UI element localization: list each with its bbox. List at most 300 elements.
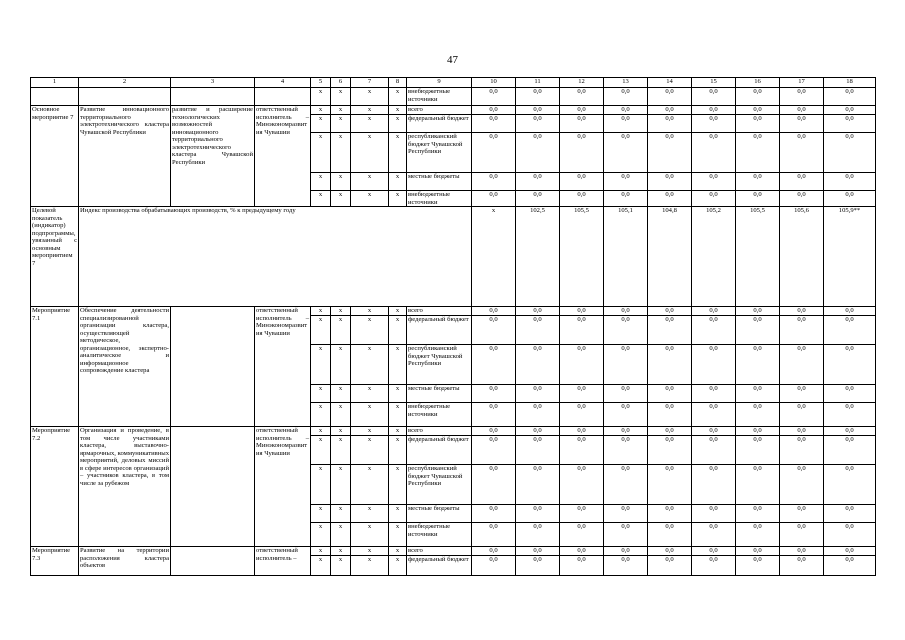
funding-value: 0,0 (692, 436, 736, 465)
funding-value: 0,0 (604, 307, 648, 316)
funding-value: 0,0 (648, 316, 692, 345)
funding-value: 0,0 (736, 523, 780, 547)
funding-value: 0,0 (604, 316, 648, 345)
funding-value: 0,0 (692, 173, 736, 191)
indicator-text: Индекс производства обрабатывающих производств, % к предыдущему году (79, 207, 472, 307)
funding-value: 0,0 (736, 191, 780, 207)
code-mark: x (389, 115, 407, 133)
code-mark: x (311, 465, 331, 505)
funding-value: 0,0 (516, 133, 560, 173)
funding-value: 0,0 (736, 465, 780, 505)
column-number: 14 (648, 78, 692, 88)
activity-name: Развитие на территории расположения кластера объектов (79, 547, 171, 576)
code-mark: x (351, 106, 389, 115)
funding-value: 0,0 (472, 345, 516, 385)
code-mark: x (389, 133, 407, 173)
funding-value: 0,0 (472, 436, 516, 465)
funding-source: федеральный бюджет (407, 556, 472, 576)
activity-goal (171, 307, 255, 427)
code-mark: x (351, 505, 389, 523)
table-row (31, 307, 876, 316)
funding-value: 0,0 (648, 115, 692, 133)
funding-value: 0,0 (824, 173, 876, 191)
funding-value: 0,0 (692, 427, 736, 436)
funding-source: всего (407, 106, 472, 115)
funding-value: 0,0 (692, 316, 736, 345)
indicator-mark: x (472, 207, 516, 307)
funding-value: 0,0 (692, 345, 736, 385)
code-mark: x (311, 427, 331, 436)
activity-goal (171, 547, 255, 576)
funding-value: 0,0 (824, 345, 876, 385)
code-mark: x (311, 133, 331, 173)
funding-value: 0,0 (472, 465, 516, 505)
code-mark: x (351, 133, 389, 173)
code-mark: x (311, 547, 331, 556)
funding-value: 0,0 (516, 436, 560, 465)
code-mark: x (389, 173, 407, 191)
code-mark: x (311, 106, 331, 115)
funding-value: 0,0 (648, 436, 692, 465)
funding-value: 0,0 (472, 133, 516, 173)
code-mark: x (389, 191, 407, 207)
activity-name: Обеспечение деятельности специализированной организации кластера, осуществляющей методическое, организационное, экспертно-аналитическое и информационное сопровождение кластера (79, 307, 171, 427)
funding-value: 0,0 (824, 133, 876, 173)
code-mark: x (331, 465, 351, 505)
funding-value: 0,0 (692, 133, 736, 173)
code-mark: x (331, 505, 351, 523)
funding-value: 0,0 (516, 173, 560, 191)
funding-value: 0,0 (824, 115, 876, 133)
code-mark: x (351, 88, 389, 106)
code-mark: x (351, 465, 389, 505)
funding-value: 0,0 (516, 191, 560, 207)
funding-source: внебюджетные источники (407, 191, 472, 207)
funding-value: 0,0 (560, 547, 604, 556)
column-number: 8 (389, 78, 407, 88)
funding-value: 0,0 (472, 556, 516, 576)
funding-value: 0,0 (604, 523, 648, 547)
funding-value: 0,0 (692, 307, 736, 316)
funding-value: 0,0 (692, 547, 736, 556)
funding-value: 0,0 (604, 465, 648, 505)
indicator-value: 105,1 (604, 207, 648, 307)
table-row (31, 427, 876, 436)
code-mark: x (389, 88, 407, 106)
funding-value: 0,0 (692, 523, 736, 547)
activity-name: Организация и проведение, в том числе участниками кластера, выставочно-ярмарочных, коммуникативных мероприятий, деловых миссий в сфере интересов организаций – участников кластера, в том числе за рубежом (79, 427, 171, 547)
indicator-label: Целевой показатель (индикатор) подпрограммы, увязанный с основным мероприятием 7 (31, 207, 79, 307)
funding-source: внебюджетные источники (407, 403, 472, 427)
funding-value: 0,0 (516, 556, 560, 576)
funding-value: 0,0 (516, 385, 560, 403)
code-mark: x (311, 345, 331, 385)
code-mark: x (331, 523, 351, 547)
code-mark: x (311, 191, 331, 207)
program-funding-table (30, 77, 876, 576)
funding-value: 0,0 (516, 547, 560, 556)
funding-value: 0,0 (780, 436, 824, 465)
column-number: 11 (516, 78, 560, 88)
code-mark: x (389, 523, 407, 547)
funding-value: 0,0 (472, 307, 516, 316)
funding-value: 0,0 (780, 523, 824, 547)
funding-value: 0,0 (692, 403, 736, 427)
funding-source: всего (407, 427, 472, 436)
activity-label: Мероприятие 7.2 (31, 427, 79, 547)
funding-value: 0,0 (472, 173, 516, 191)
funding-source: всего (407, 307, 472, 316)
funding-value: 0,0 (516, 307, 560, 316)
funding-value: 0,0 (736, 307, 780, 316)
funding-source: республиканский бюджет Чувашской Республики (407, 133, 472, 173)
column-number: 1 (31, 78, 79, 88)
code-mark: x (331, 115, 351, 133)
funding-value: 0,0 (472, 547, 516, 556)
funding-value: 0,0 (736, 427, 780, 436)
code-mark: x (389, 436, 407, 465)
code-mark: x (389, 427, 407, 436)
code-mark: x (331, 403, 351, 427)
table-row (31, 88, 876, 106)
column-number: 3 (171, 78, 255, 88)
code-mark: x (331, 316, 351, 345)
funding-value: 0,0 (516, 523, 560, 547)
funding-value: 0,0 (736, 556, 780, 576)
funding-value: 0,0 (604, 403, 648, 427)
funding-value: 0,0 (780, 316, 824, 345)
funding-value: 0,0 (824, 556, 876, 576)
funding-value: 0,0 (516, 505, 560, 523)
funding-value: 0,0 (736, 106, 780, 115)
funding-value: 0,0 (472, 505, 516, 523)
funding-source: республиканский бюджет Чувашской Республики (407, 465, 472, 505)
code-mark: x (351, 307, 389, 316)
funding-value: 0,0 (780, 505, 824, 523)
activity-goal (171, 427, 255, 547)
responsible-executor: ответственный исполнитель – (255, 547, 311, 576)
funding-value: 0,0 (472, 88, 516, 106)
funding-value: 0,0 (560, 191, 604, 207)
funding-value: 0,0 (736, 385, 780, 403)
code-mark: x (331, 556, 351, 576)
funding-value: 0,0 (692, 191, 736, 207)
column-number: 2 (79, 78, 171, 88)
funding-value: 0,0 (604, 173, 648, 191)
code-mark: x (311, 436, 331, 465)
code-mark: x (389, 307, 407, 316)
funding-value: 0,0 (472, 191, 516, 207)
code-mark: x (389, 106, 407, 115)
funding-value: 0,0 (516, 403, 560, 427)
funding-source: внебюджетные источники (407, 88, 472, 106)
funding-value: 0,0 (604, 106, 648, 115)
funding-value: 0,0 (824, 191, 876, 207)
funding-value: 0,0 (472, 403, 516, 427)
funding-value: 0,0 (780, 556, 824, 576)
funding-value: 0,0 (648, 505, 692, 523)
code-mark: x (311, 505, 331, 523)
code-mark: x (351, 523, 389, 547)
funding-value: 0,0 (516, 115, 560, 133)
funding-value: 0,0 (604, 345, 648, 385)
code-mark: x (389, 403, 407, 427)
code-mark: x (331, 133, 351, 173)
activity-label: Мероприятие 7.3 (31, 547, 79, 576)
column-number: 18 (824, 78, 876, 88)
funding-value: 0,0 (736, 173, 780, 191)
funding-value: 0,0 (560, 316, 604, 345)
code-mark: x (389, 345, 407, 385)
funding-value: 0,0 (516, 427, 560, 436)
funding-source: внебюджетные источники (407, 523, 472, 547)
code-mark: x (351, 345, 389, 385)
empty-cell (171, 88, 255, 106)
code-mark: x (389, 547, 407, 556)
funding-value: 0,0 (560, 173, 604, 191)
funding-value: 0,0 (604, 115, 648, 133)
funding-value: 0,0 (736, 115, 780, 133)
funding-value: 0,0 (692, 465, 736, 505)
empty-cell (255, 88, 311, 106)
funding-value: 0,0 (780, 465, 824, 505)
funding-value: 0,0 (560, 556, 604, 576)
indicator-value: 102,5 (516, 207, 560, 307)
activity-label: Мероприятие 7.1 (31, 307, 79, 427)
funding-value: 0,0 (780, 547, 824, 556)
code-mark: x (311, 307, 331, 316)
funding-value: 0,0 (736, 133, 780, 173)
code-mark: x (311, 115, 331, 133)
column-number-row (31, 78, 876, 88)
funding-source: местные бюджеты (407, 173, 472, 191)
funding-value: 0,0 (692, 556, 736, 576)
funding-source: всего (407, 547, 472, 556)
funding-value: 0,0 (780, 427, 824, 436)
funding-value: 0,0 (780, 403, 824, 427)
code-mark: x (311, 556, 331, 576)
empty-cell (31, 88, 79, 106)
column-number: 10 (472, 78, 516, 88)
table-row (31, 106, 876, 115)
funding-value: 0,0 (692, 106, 736, 115)
funding-value: 0,0 (780, 88, 824, 106)
funding-source: федеральный бюджет (407, 316, 472, 345)
funding-value: 0,0 (604, 133, 648, 173)
column-number: 4 (255, 78, 311, 88)
funding-value: 0,0 (560, 115, 604, 133)
funding-value: 0,0 (560, 307, 604, 316)
funding-value: 0,0 (560, 465, 604, 505)
column-number: 13 (604, 78, 648, 88)
funding-value: 0,0 (648, 385, 692, 403)
code-mark: x (331, 436, 351, 465)
funding-value: 0,0 (824, 523, 876, 547)
funding-value: 0,0 (824, 307, 876, 316)
activity-label: Основное мероприятие 7 (31, 106, 79, 207)
responsible-executor: ответственный исполнитель – Минэкономразвития Чувашии (255, 427, 311, 547)
column-number: 16 (736, 78, 780, 88)
code-mark: x (351, 316, 389, 345)
funding-value: 0,0 (648, 191, 692, 207)
code-mark: x (331, 307, 351, 316)
empty-cell (79, 88, 171, 106)
column-number: 12 (560, 78, 604, 88)
funding-value: 0,0 (824, 505, 876, 523)
funding-value: 0,0 (736, 88, 780, 106)
funding-value: 0,0 (560, 133, 604, 173)
funding-value: 0,0 (736, 345, 780, 385)
code-mark: x (331, 345, 351, 385)
funding-value: 0,0 (780, 115, 824, 133)
funding-value: 0,0 (648, 133, 692, 173)
code-mark: x (311, 173, 331, 191)
funding-value: 0,0 (560, 427, 604, 436)
funding-value: 0,0 (824, 547, 876, 556)
code-mark: x (389, 385, 407, 403)
column-number: 6 (331, 78, 351, 88)
code-mark: x (331, 427, 351, 436)
funding-value: 0,0 (780, 191, 824, 207)
code-mark: x (311, 88, 331, 106)
responsible-executor: ответственный исполнитель – Минэкономразвития Чувашии (255, 307, 311, 427)
funding-value: 0,0 (472, 523, 516, 547)
code-mark: x (331, 547, 351, 556)
indicator-value: 104,8 (648, 207, 692, 307)
funding-value: 0,0 (736, 403, 780, 427)
funding-value: 0,0 (648, 345, 692, 385)
funding-source: местные бюджеты (407, 505, 472, 523)
funding-value: 0,0 (648, 307, 692, 316)
funding-value: 0,0 (516, 316, 560, 345)
funding-value: 0,0 (824, 316, 876, 345)
code-mark: x (311, 403, 331, 427)
funding-value: 0,0 (472, 385, 516, 403)
funding-value: 0,0 (516, 345, 560, 385)
code-mark: x (351, 385, 389, 403)
code-mark: x (389, 316, 407, 345)
funding-value: 0,0 (472, 427, 516, 436)
indicator-value: 105,9** (824, 207, 876, 307)
funding-value: 0,0 (824, 465, 876, 505)
funding-value: 0,0 (824, 385, 876, 403)
code-mark: x (351, 427, 389, 436)
code-mark: x (351, 191, 389, 207)
funding-value: 0,0 (560, 345, 604, 385)
funding-value: 0,0 (780, 173, 824, 191)
code-mark: x (331, 88, 351, 106)
code-mark: x (311, 523, 331, 547)
activity-goal: развитие и расширение технологических возможностей инновационного территориального электротехнического кластера Чувашской Республики (171, 106, 255, 207)
funding-value: 0,0 (780, 106, 824, 115)
funding-value: 0,0 (692, 88, 736, 106)
funding-value: 0,0 (604, 547, 648, 556)
activity-name: Развитие инновационного территориального электротехнического кластера Чувашской Республики (79, 106, 171, 207)
funding-value: 0,0 (736, 505, 780, 523)
funding-value: 0,0 (472, 316, 516, 345)
funding-value: 0,0 (692, 505, 736, 523)
funding-value: 0,0 (604, 556, 648, 576)
funding-value: 0,0 (560, 403, 604, 427)
funding-value: 0,0 (780, 385, 824, 403)
funding-value: 0,0 (736, 436, 780, 465)
funding-source: федеральный бюджет (407, 436, 472, 465)
funding-value: 0,0 (648, 88, 692, 106)
indicator-value: 105,5 (736, 207, 780, 307)
funding-value: 0,0 (648, 403, 692, 427)
funding-source: республиканский бюджет Чувашской Республики (407, 345, 472, 385)
funding-value: 0,0 (516, 88, 560, 106)
code-mark: x (351, 547, 389, 556)
funding-value: 0,0 (560, 88, 604, 106)
code-mark: x (389, 505, 407, 523)
code-mark: x (351, 173, 389, 191)
table-row (31, 207, 876, 307)
funding-value: 0,0 (648, 427, 692, 436)
funding-value: 0,0 (692, 385, 736, 403)
funding-value: 0,0 (560, 505, 604, 523)
funding-source: федеральный бюджет (407, 115, 472, 133)
code-mark: x (331, 191, 351, 207)
indicator-value: 105,5 (560, 207, 604, 307)
funding-value: 0,0 (648, 465, 692, 505)
funding-value: 0,0 (736, 547, 780, 556)
funding-value: 0,0 (780, 133, 824, 173)
funding-value: 0,0 (824, 403, 876, 427)
funding-value: 0,0 (736, 316, 780, 345)
funding-value: 0,0 (648, 173, 692, 191)
funding-value: 0,0 (648, 523, 692, 547)
funding-value: 0,0 (824, 88, 876, 106)
code-mark: x (351, 556, 389, 576)
funding-value: 0,0 (604, 88, 648, 106)
funding-value: 0,0 (604, 427, 648, 436)
code-mark: x (331, 385, 351, 403)
responsible-executor: ответственный исполнитель – Минэкономразвития Чувашии (255, 106, 311, 207)
funding-value: 0,0 (780, 345, 824, 385)
funding-value: 0,0 (824, 427, 876, 436)
funding-value: 0,0 (472, 106, 516, 115)
column-number: 15 (692, 78, 736, 88)
funding-value: 0,0 (692, 115, 736, 133)
funding-value: 0,0 (604, 436, 648, 465)
page-number: 47 (447, 54, 458, 66)
funding-source: местные бюджеты (407, 385, 472, 403)
funding-value: 0,0 (560, 436, 604, 465)
code-mark: x (351, 115, 389, 133)
funding-value: 0,0 (648, 106, 692, 115)
funding-value: 0,0 (824, 106, 876, 115)
funding-value: 0,0 (648, 547, 692, 556)
column-number: 17 (780, 78, 824, 88)
funding-value: 0,0 (824, 436, 876, 465)
table-row (31, 547, 876, 556)
funding-value: 0,0 (604, 505, 648, 523)
code-mark: x (351, 436, 389, 465)
column-number: 7 (351, 78, 389, 88)
code-mark: x (351, 403, 389, 427)
column-number: 9 (407, 78, 472, 88)
funding-value: 0,0 (560, 523, 604, 547)
column-number: 5 (311, 78, 331, 88)
funding-value: 0,0 (604, 385, 648, 403)
code-mark: x (311, 316, 331, 345)
funding-value: 0,0 (516, 106, 560, 115)
code-mark: x (389, 465, 407, 505)
code-mark: x (389, 556, 407, 576)
funding-value: 0,0 (472, 115, 516, 133)
indicator-value: 105,6 (780, 207, 824, 307)
